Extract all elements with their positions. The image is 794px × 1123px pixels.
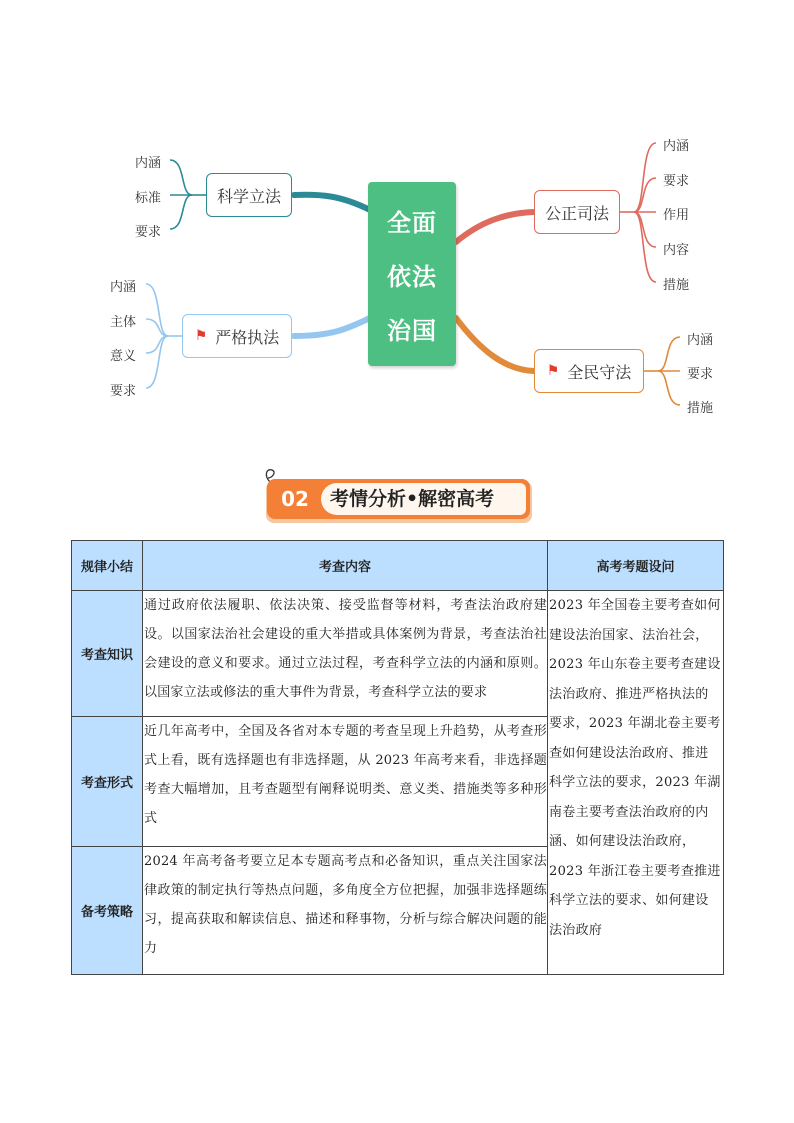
leaf-gongzheng-4: 内容: [663, 243, 690, 258]
section-title: 考情分析•解密高考: [330, 488, 495, 510]
leaf-gongzheng-2: 要求: [663, 174, 690, 189]
analysis-table: [71, 540, 724, 975]
flag-icon: ⚑: [546, 363, 560, 379]
table-row: [72, 591, 724, 717]
leaf-kexue-1: 内涵: [135, 156, 162, 171]
leaf-kexue-3: 要求: [135, 225, 162, 240]
branch-quanmin-shoufa: [534, 349, 644, 393]
row-content-cell: [143, 717, 548, 847]
branch-yange-label: 严格执法: [215, 327, 280, 347]
leaf-gongzheng-1: 内涵: [663, 139, 690, 154]
row-label: 考查知识: [72, 591, 143, 717]
branch-gongzheng-sifa: [534, 190, 620, 234]
section-number: 02: [281, 487, 309, 511]
row-label: 考查形式: [72, 717, 143, 847]
center-line-1: 全面: [387, 209, 437, 237]
row-content: 2024 年高考备考要立足本专题高考点和必备知识，重点关注国家法律政策的制定执行等热点问题，多角度全方位把握，加强非选择题练习，提高获取和解读信息、描述和释事物，分析与综合解决问题的能力: [144, 854, 547, 956]
center-line-3: 治国: [387, 317, 437, 345]
row-content-cell: [143, 847, 548, 975]
row-content: 近几年高考中，全国及各省对本专题的考查呈现上升趋势，从考查形式上看，既有选择题也有非选择题，从 2023 年高考来看，非选择题考查大幅增加，且考查题型有阐释说明类、意义类、措施类等多种形式: [144, 724, 547, 826]
center-line-2: 依法: [387, 263, 437, 291]
table-header-row: [72, 541, 724, 591]
header-exam-content: 考查内容: [143, 541, 548, 591]
leaf-quanmin-1: 内涵: [687, 333, 714, 348]
questions-text: 2023 年全国卷主要考查如何建设法治国家、法治社会，2023 年山东卷主要考查建设法治政府、推进严格执法的要求，2023 年湖北卷主要考查如何建设法治政府、推进科学立法的要求，2023 年湖南卷主要考查法治政府的内涵、如何建设法治政府，2023 年浙江卷主要考查推进科学立法的要求、如何建设法治政府: [549, 598, 721, 938]
mind-map: [0, 0, 794, 440]
leaf-yange-2: 主体: [110, 315, 137, 330]
branch-gongzheng-label: 公正司法: [544, 203, 609, 223]
branch-quanmin-label: 全民守法: [567, 362, 632, 382]
row-content-cell: [143, 591, 548, 717]
questions-cell: [548, 591, 724, 975]
leaf-gongzheng-3: 作用: [663, 208, 690, 223]
row-label: 备考策略: [72, 847, 143, 975]
header-rule-summary: 规律小结: [72, 541, 143, 591]
leaf-quanmin-2: 要求: [687, 367, 714, 382]
leaf-yange-3: 意义: [110, 349, 137, 364]
header-exam-questions: 高考考题设问: [548, 541, 724, 591]
flag-icon: ⚑: [194, 328, 208, 344]
branch-yange-zhifa: [182, 314, 292, 358]
branch-kexue-label: 科学立法: [216, 186, 281, 206]
leaf-yange-4: 要求: [110, 384, 137, 399]
leaf-gongzheng-5: 措施: [663, 278, 690, 293]
branch-kexue-lifa: [206, 173, 292, 217]
leaf-quanmin-3: 措施: [687, 401, 714, 416]
leaf-kexue-2: 标准: [135, 191, 162, 206]
section-header: [262, 466, 534, 528]
center-node: [368, 182, 456, 366]
leaf-yange-1: 内涵: [110, 280, 137, 295]
row-content: 通过政府依法履职、依法决策、接受监督等材料，考查法治政府建设。以国家法治社会建设的重大举措或具体案例为背景，考查法治社会建设的意义和要求。通过立法过程，考查科学立法的内涵和原则。以国家立法或修法的重大事件为背景，考查科学立法的要求: [144, 598, 547, 700]
